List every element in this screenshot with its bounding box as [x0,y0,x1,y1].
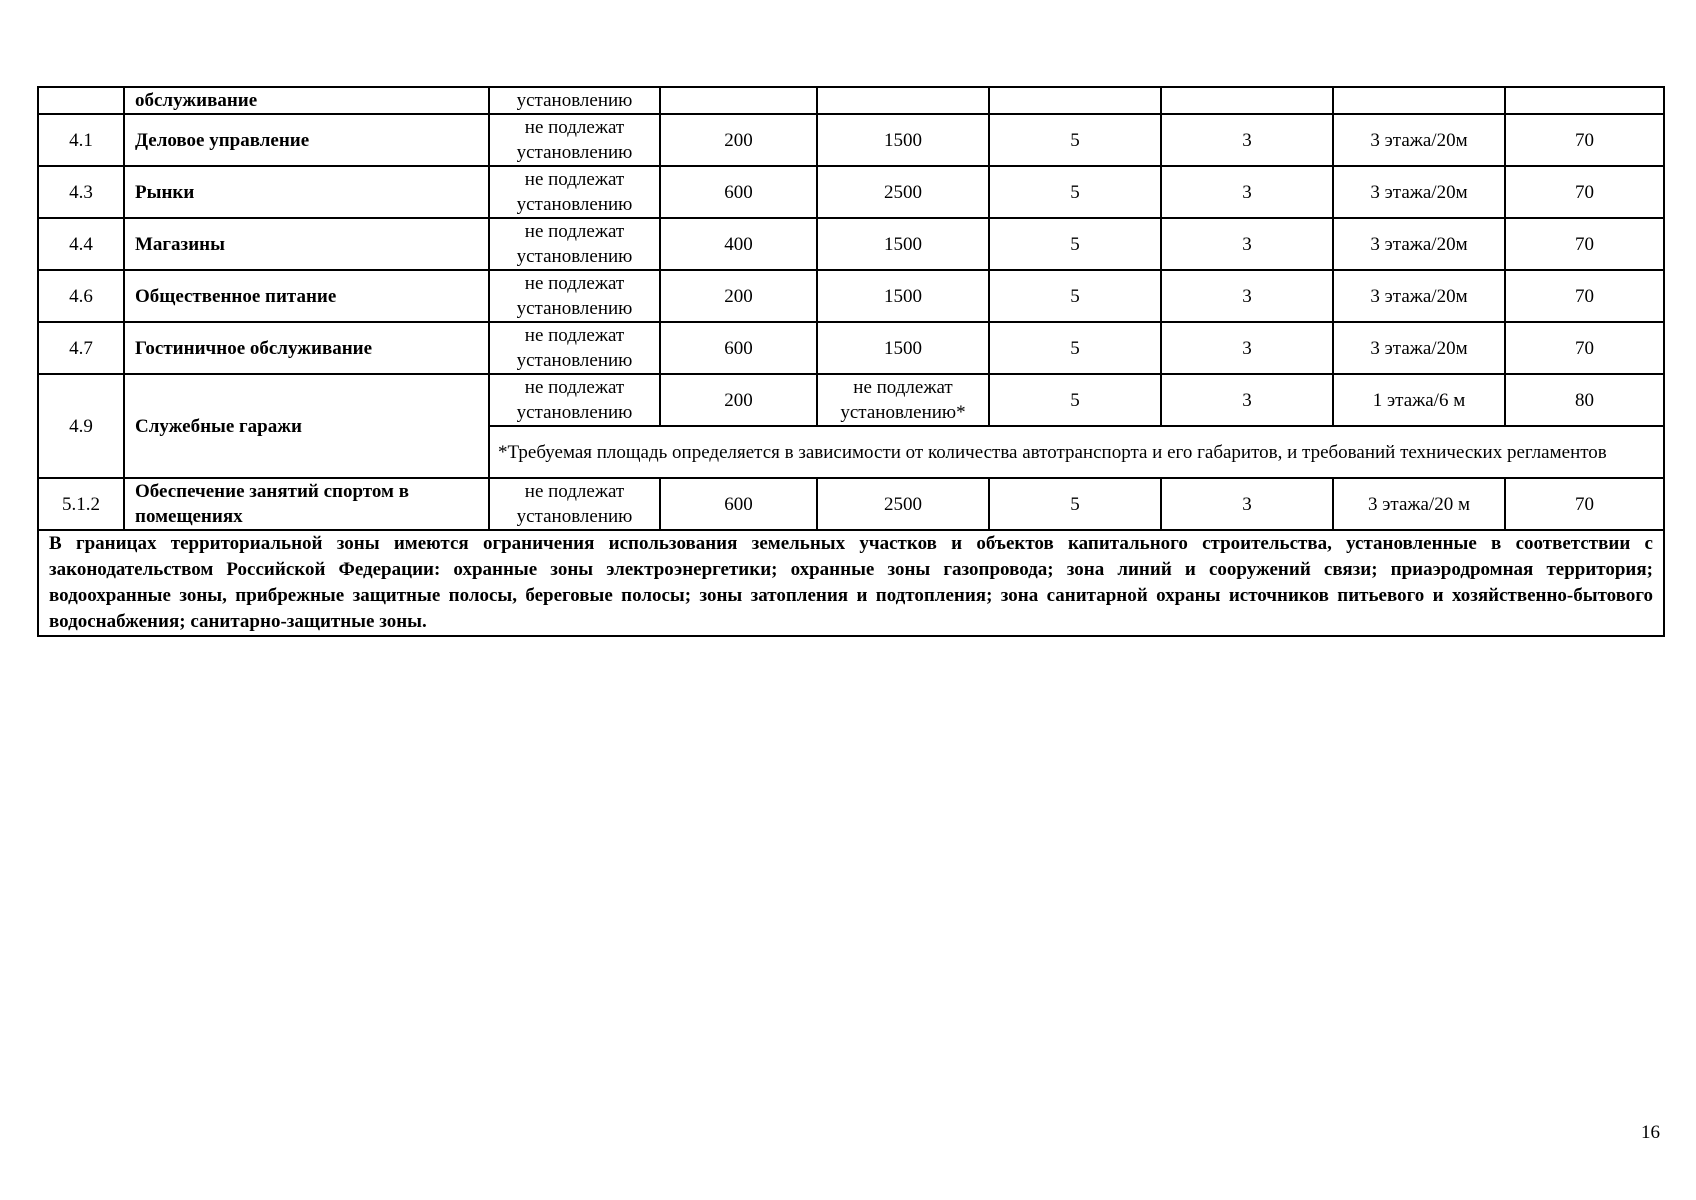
size-cell: не подлежат установлению [489,218,660,270]
setback-a-cell: 5 [989,322,1161,374]
max-area-cell: 1500 [817,218,989,270]
table-row [38,218,1664,270]
coverage-cell: 70 [1505,218,1664,270]
min-area-cell [660,87,817,114]
size-cell: не подлежат установлению [489,270,660,322]
setback-b-cell: 3 [1161,114,1333,166]
code-cell: 4.3 [38,166,124,218]
size-cell: не подлежат установлению [489,114,660,166]
setback-a-cell: 5 [989,114,1161,166]
height-cell: 3 этажа/20м [1333,114,1505,166]
coverage-cell: 70 [1505,166,1664,218]
setback-a-cell [989,87,1161,114]
setback-b-cell: 3 [1161,218,1333,270]
setback-a-cell: 5 [989,374,1161,426]
size-cell: не подлежат установлению [489,322,660,374]
setback-b-cell: 3 [1161,270,1333,322]
max-area-cell [817,87,989,114]
setback-b-cell [1161,87,1333,114]
setback-a-cell: 5 [989,270,1161,322]
footnote-cell: *Требуемая площадь определяется в зависимости от количества автотранспорта и его габаритов, и требований технических регламентов [489,426,1664,478]
code-cell: 4.1 [38,114,124,166]
table-row [38,270,1664,322]
max-area-cell: 2500 [817,166,989,218]
table-row-continuation [38,87,1664,114]
setback-b-cell: 3 [1161,166,1333,218]
code-cell [38,87,124,114]
restrictions-note: В границах территориальной зоны имеются ограничения использования земельных участков и объектов капитального строительства, установленные в соответствии с законодательством Российской Федерации: охранные зоны электроэнергетики; охранные зоны газопровода; зона линий и сооружений связи; приаэродромная территория; водоохранные зоны, прибрежные защитные полосы, береговые полосы; зоны затопления и подтопления; зона санитарной охраны источников питьевого и хозяйственно-бытового водоснабжения; санитарно-защитные зоны. [38,530,1664,636]
size-cell: установлению [489,87,660,114]
max-area-cell: 1500 [817,270,989,322]
height-cell: 3 этажа/20м [1333,218,1505,270]
code-cell: 4.7 [38,322,124,374]
min-area-cell: 200 [660,270,817,322]
setback-b-cell: 3 [1161,322,1333,374]
coverage-cell: 70 [1505,114,1664,166]
use-name-cell: Гостиничное обслуживание [124,322,489,374]
table-row [38,166,1664,218]
height-cell: 3 этажа/20м [1333,270,1505,322]
max-area-cell: не подлежат установлению* [817,374,989,426]
min-area-cell: 200 [660,374,817,426]
use-name-cell: Рынки [124,166,489,218]
height-cell: 3 этажа/20 м [1333,478,1505,530]
min-area-cell: 600 [660,322,817,374]
code-cell: 4.4 [38,218,124,270]
code-cell: 4.9 [38,374,124,478]
coverage-cell: 80 [1505,374,1664,426]
code-cell: 5.1.2 [38,478,124,530]
max-area-cell: 1500 [817,322,989,374]
use-name-cell: Магазины [124,218,489,270]
table-row [38,114,1664,166]
min-area-cell: 200 [660,114,817,166]
use-name-cell: Общественное питание [124,270,489,322]
use-name-cell: Деловое управление [124,114,489,166]
coverage-cell: 70 [1505,478,1664,530]
height-cell: 3 этажа/20м [1333,166,1505,218]
table-row-footer [38,530,1664,636]
use-name-cell: обслуживание [124,87,489,114]
page-number: 16 [1641,1122,1660,1143]
height-cell [1333,87,1505,114]
height-cell: 3 этажа/20м [1333,322,1505,374]
coverage-cell: 70 [1505,322,1664,374]
code-cell: 4.6 [38,270,124,322]
size-cell: не подлежат установлению [489,478,660,530]
size-cell: не подлежат установлению [489,166,660,218]
setback-a-cell: 5 [989,478,1161,530]
min-area-cell: 600 [660,166,817,218]
regulations-table [37,86,1665,637]
height-cell: 1 этажа/6 м [1333,374,1505,426]
use-name-cell: Обеспечение занятий спортом в помещениях [124,478,489,530]
table-row-garage [38,374,1664,426]
coverage-cell: 70 [1505,270,1664,322]
table-row [38,322,1664,374]
setback-b-cell: 3 [1161,478,1333,530]
table-row [38,478,1664,530]
setback-a-cell: 5 [989,218,1161,270]
min-area-cell: 400 [660,218,817,270]
setback-b-cell: 3 [1161,374,1333,426]
use-name-cell: Служебные гаражи [124,374,489,478]
coverage-cell [1505,87,1664,114]
min-area-cell: 600 [660,478,817,530]
size-cell: не подлежат установлению [489,374,660,426]
max-area-cell: 2500 [817,478,989,530]
setback-a-cell: 5 [989,166,1161,218]
max-area-cell: 1500 [817,114,989,166]
